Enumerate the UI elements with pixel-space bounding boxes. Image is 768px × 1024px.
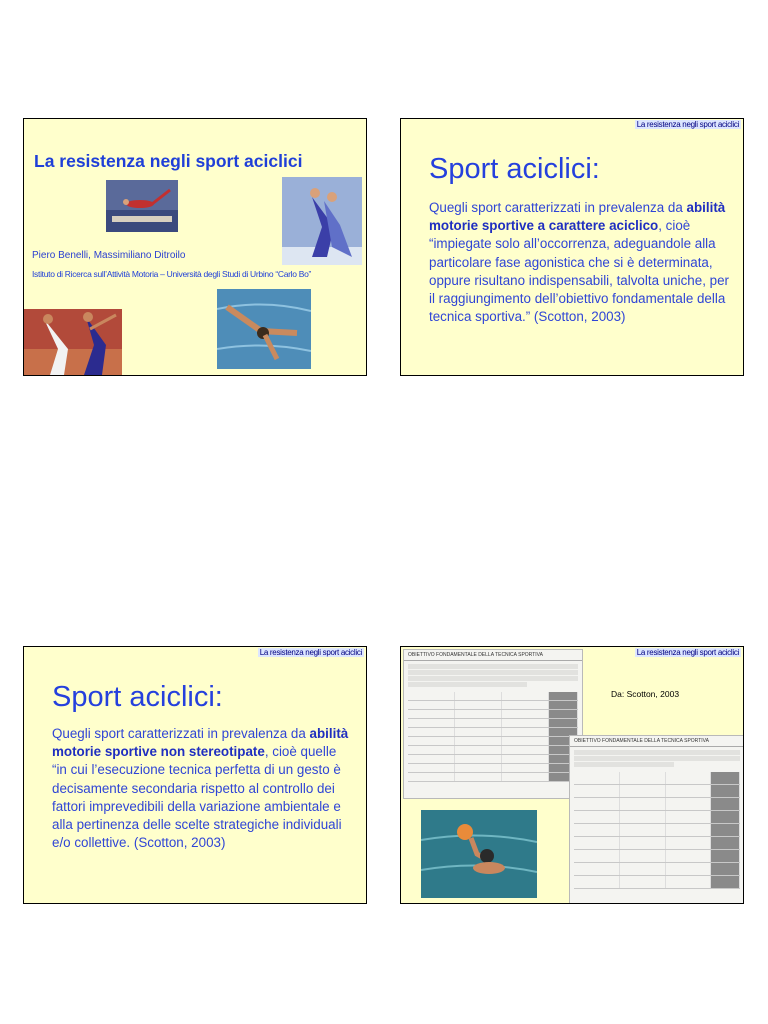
table-image-grid	[408, 692, 578, 782]
table-image-1	[403, 649, 583, 799]
slide-2	[400, 118, 744, 376]
table-image-2	[569, 735, 744, 904]
slide-header: La resistenza negli sport aciclici	[259, 648, 362, 657]
slide-3	[23, 646, 367, 904]
slide-4	[400, 646, 744, 904]
table-image-title: OBIETTIVO FONDAMENTALE DELLA TECNICA SPORTIVA	[570, 736, 744, 747]
body-text-1: Quegli sport caratterizzati in prevalenza da	[429, 200, 687, 215]
authors: Piero Benelli, Massimiliano Ditroilo	[32, 250, 186, 261]
slide-1	[23, 118, 367, 376]
swimmer-photo	[217, 289, 311, 369]
body-text-2: , cioè “impiegate solo all’occorrenza, adeguandole alla particolare fase agonistica che si è determinata, oppure risultano indispensabili, talvolta uniche, per il raggiungimento dell’obiettivo fondamentale della tecnica sportiva.” (Scotton, 2003)	[429, 218, 729, 325]
institute: Istituto di Ricerca sull’Attività Motoria – Università degli Studi di Urbino “Carlo Bo”	[32, 269, 312, 279]
table-image-text	[404, 661, 582, 690]
body-bold: abilità motorie sportive non stereotipate	[52, 726, 349, 760]
gymnast-photo	[106, 180, 178, 232]
slide-header: La resistenza negli sport aciclici	[636, 120, 739, 129]
slide-header: La resistenza negli sport aciclici	[636, 648, 739, 657]
slide-title: Sport aciclici:	[429, 153, 600, 185]
slide-body	[52, 725, 352, 852]
slide-title: La resistenza negli sport aciclici	[34, 151, 303, 171]
athletes-photo	[24, 309, 122, 376]
table-image-grid	[574, 772, 740, 889]
water-polo-photo	[421, 810, 537, 898]
body-bold: abilità motorie sportive a carattere aciclico	[429, 200, 726, 234]
table-image-title: OBIETTIVO FONDAMENTALE DELLA TECNICA SPORTIVA	[404, 650, 582, 661]
slide-body	[429, 199, 729, 326]
body-text-2: , cioè quelle “in cui l’esecuzione tecnica perfetta di un gesto è decisamente secondaria rispetto al controllo dei fattori imprevedibili della variazione ambientale e alla pertinenza delle scelte strategiche individuali e/o collettive. (Scotton, 2003)	[52, 744, 342, 851]
source-label: Da: Scotton, 2003	[611, 689, 680, 699]
body-text-1: Quegli sport caratterizzati in prevalenza da	[52, 726, 310, 741]
slide-title: Sport aciclici:	[52, 681, 223, 713]
ice-dancers-photo	[282, 177, 362, 265]
table-image-text	[570, 747, 744, 770]
